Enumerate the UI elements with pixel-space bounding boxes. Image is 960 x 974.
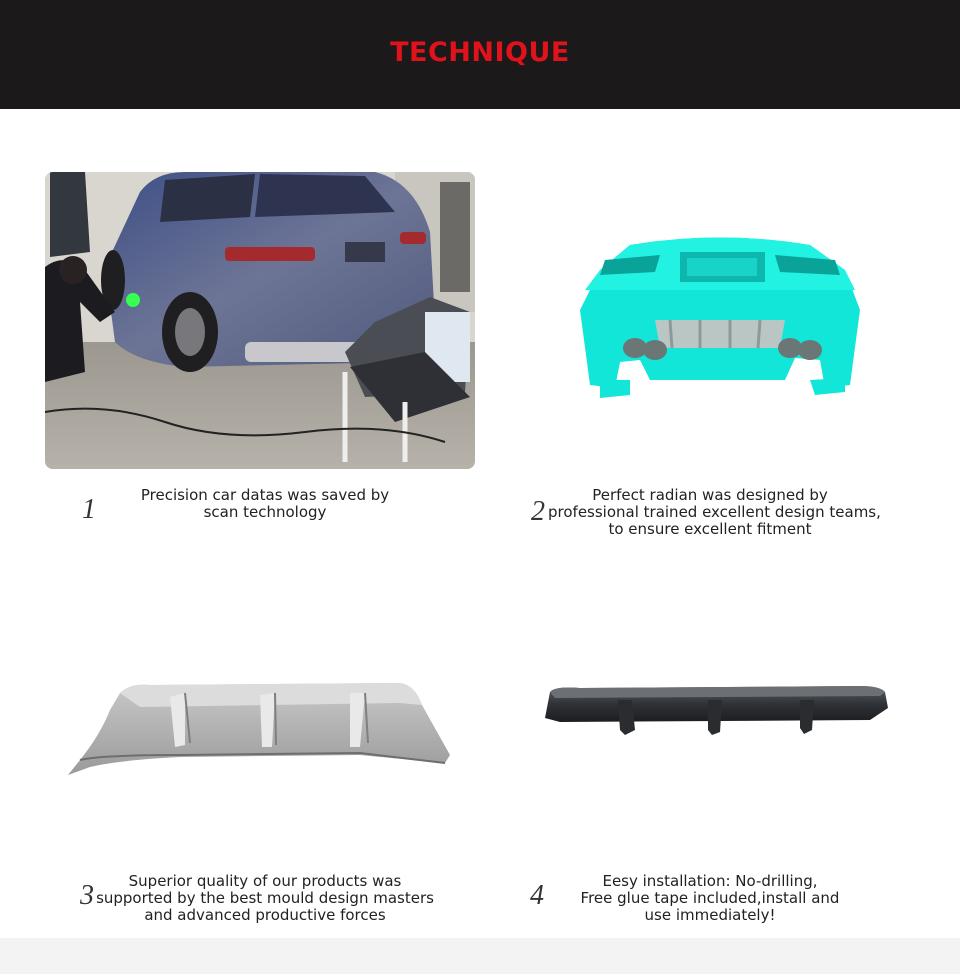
step-2-line-3: to ensure excellent fitment [608, 520, 812, 538]
scan-render-illustration [560, 230, 880, 400]
footer-band [0, 938, 960, 974]
step-4-line-1: Eesy installation: No-drilling, [602, 872, 818, 890]
grey-diffuser-illustration [60, 675, 455, 785]
step-2-line-1: Perfect radian was designed by [592, 486, 828, 504]
step-3-line-2: supported by the best mould design masters [96, 889, 434, 907]
grey-diffuser-render [60, 675, 455, 785]
step-3-line-3: and advanced productive forces [144, 906, 386, 924]
scan-photo-illustration [45, 172, 475, 469]
step-1-number: 1 [82, 494, 96, 525]
header-banner [0, 0, 960, 109]
carbon-diffuser-photo [540, 680, 892, 740]
step-3-line-1: Superior quality of our products was [128, 872, 402, 890]
step-4-caption [570, 873, 850, 924]
step-4-number: 4 [530, 880, 544, 911]
carbon-diffuser-illustration [540, 680, 892, 740]
step-4-line-3: use immediately! [644, 906, 776, 924]
step-2-caption [548, 486, 881, 538]
step-1-caption [108, 487, 422, 521]
step-1-line-2: scan technology [203, 503, 327, 521]
step-3-number: 3 [80, 880, 94, 911]
step-3-caption [96, 873, 434, 924]
step-4-line-2: Free glue tape included,install and [580, 889, 840, 907]
section-title: TECHNIQUE [390, 37, 570, 68]
scan-render [560, 230, 880, 400]
step-2-line-2: professional trained excellent design teams, [548, 503, 881, 521]
step-2-number: 2 [531, 496, 545, 527]
step-1-line-1: Precision car datas was saved by [140, 486, 390, 504]
scan-photo [45, 172, 475, 469]
